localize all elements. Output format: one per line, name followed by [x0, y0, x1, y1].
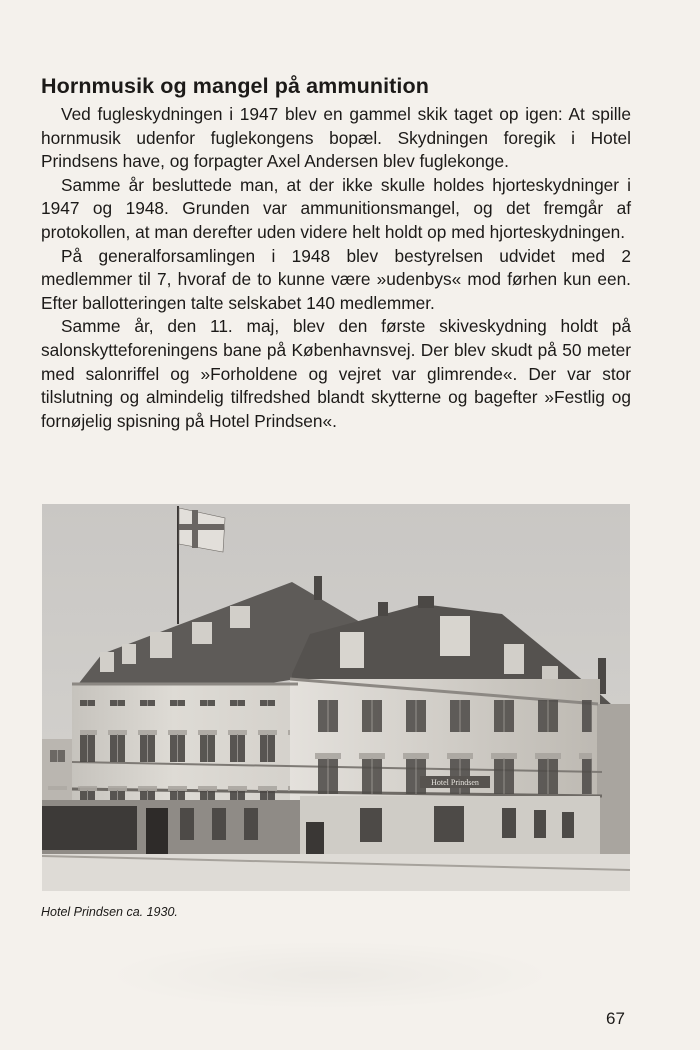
paper-texture	[100, 940, 560, 1010]
paragraph-3: På generalforsamlingen i 1948 blev bestyrelsen udvidet med 2 medlemmer til 7, hvoraf de to kunne være »udenbys« mod førhen kun een. Efter ballotteringen talte selskabet 140 medlemmer.	[41, 245, 631, 313]
paragraph-4: Samme år, den 11. maj, blev den første skiveskydning holdt på salonskytteforeningens bane på Københavnsvej. Der blev skudt på 50 meter med salonriffel og »Forholdene og vejret var glimrende«. Der var stor tilslutning og almindelig tilfredshed blandt skytterne og bagefter »Festlig og fornøjelig spisning på Hotel Prindsen«.	[41, 316, 631, 431]
hotel-sign: Hotel Prindsen	[431, 778, 479, 787]
section-heading: Hornmusik og mangel på ammunition	[41, 74, 429, 98]
body-text	[41, 103, 631, 433]
paragraph-2: Samme år besluttede man, at der ikke skulle holdes hjorteskydninger i 1947 og 1948. Grunden var ammunitionsmangel, og det fremgår af protokollen, at man derefter uden videre helt holdt op med hjorteskydningen.	[41, 174, 631, 242]
street	[42, 854, 630, 891]
paragraph-1: Ved fugleskydningen i 1947 blev en gammel skik taget op igen: At spille hornmusik udenfor fuglekongens bopæl. Skydningen foregik i Hotel Prindsens have, og forpagter Axel Andersen blev fuglekonge.	[41, 104, 631, 172]
page-number: 67	[606, 1009, 625, 1028]
hotel-photograph	[42, 504, 630, 891]
photo-caption: Hotel Prindsen ca. 1930.	[41, 905, 178, 919]
